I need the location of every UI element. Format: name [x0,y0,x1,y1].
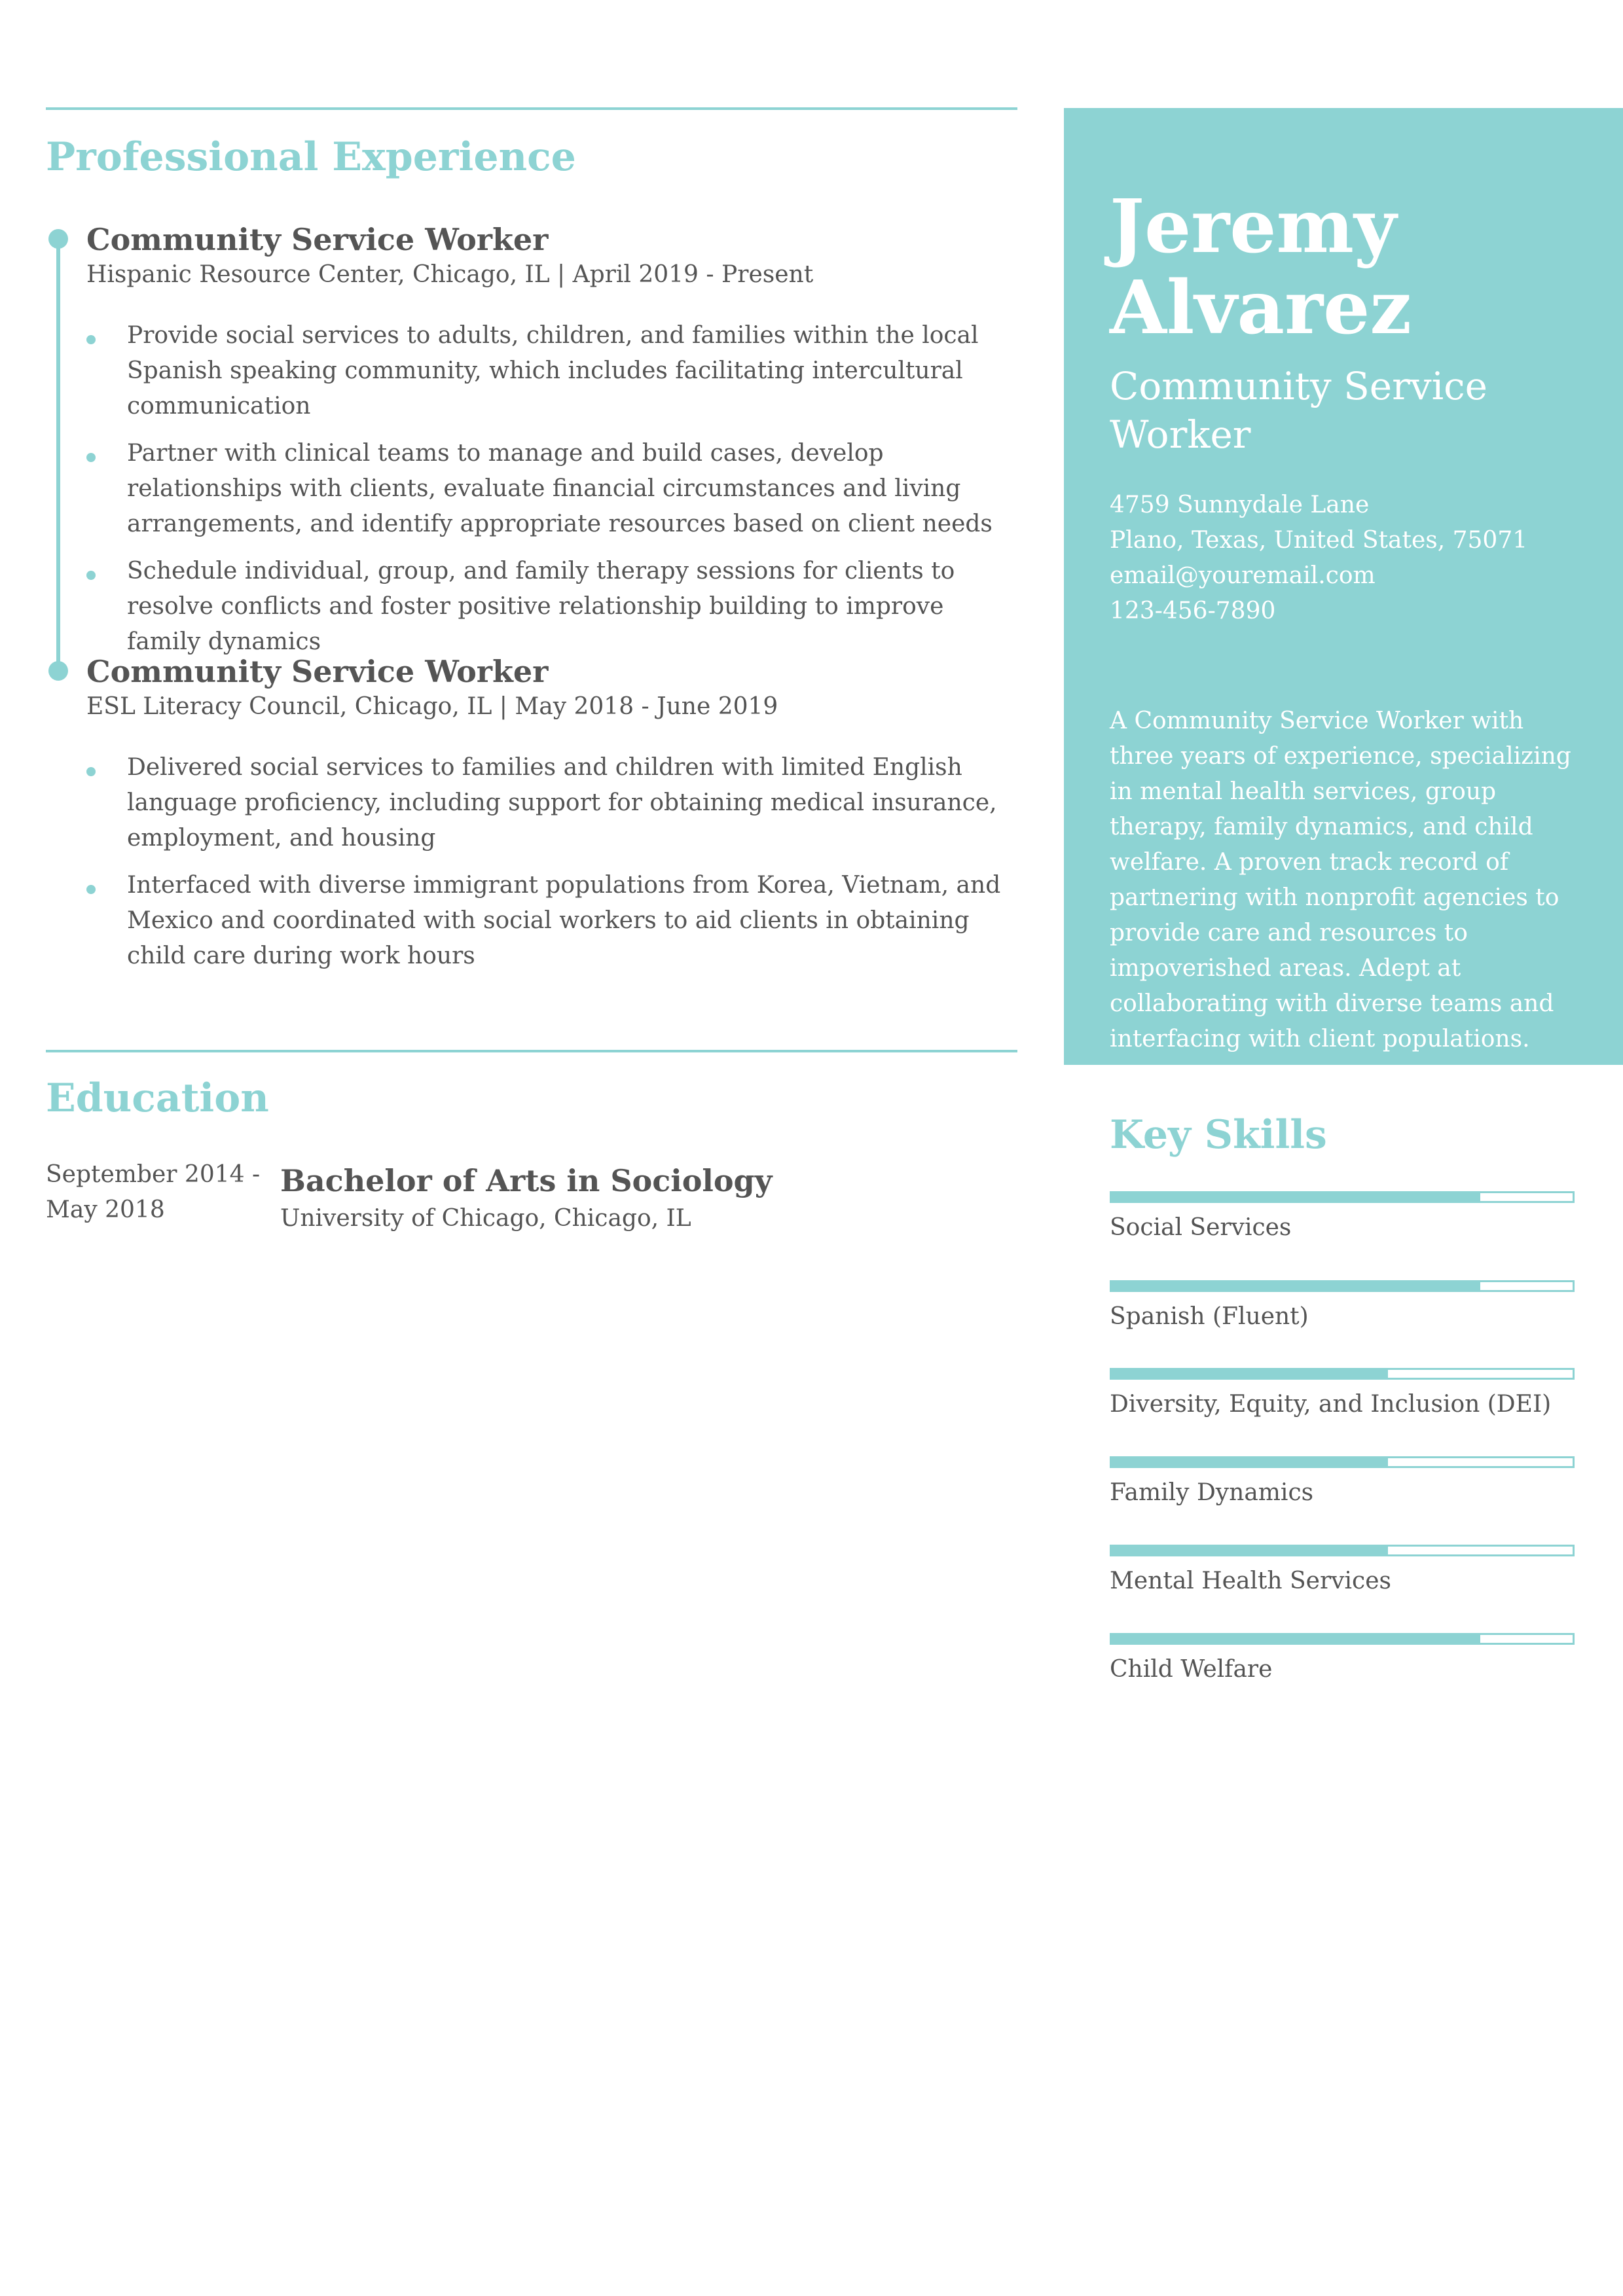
candidate-name [1110,184,1412,351]
skill-item [1110,1633,1575,1687]
skill-level-fill [1112,1193,1480,1201]
email[interactable]: email@youremail.com [1110,562,1376,589]
skill-level-fill [1112,1282,1480,1290]
job-bullet [86,436,1023,542]
skill-level-fill [1112,1370,1388,1378]
skill-level-fill [1112,1635,1480,1643]
experience-heading: Professional Experience [46,134,576,180]
bullet-dot-icon [86,885,96,894]
contact-info [1110,488,1527,629]
timeline-dot [48,661,68,681]
bullet-text: Interfaced with diverse immigrant populations from Korea, Vietnam, and Mexico and coordinated with social workers to aid clients in obtaining child care during work hours [127,872,1001,969]
profile-sidebar [1064,108,1623,1065]
skill-item [1110,1280,1575,1334]
bullet-text: Partner with clinical teams to manage and build cases, develop relationships with clients, evaluate financial circumstances and living arrangements, and identify appropriate resources based on client needs [127,440,993,537]
skill-name: Family Dynamics [1110,1479,1314,1506]
skill-level-bar [1110,1280,1575,1292]
job-bullet [86,318,1023,424]
education-degree: Bachelor of Arts in Sociology [280,1163,773,1198]
skill-name: Mental Health Services [1110,1568,1391,1594]
skill-item [1110,1191,1575,1245]
first-name: Jeremy [1110,184,1397,270]
bullet-text: Provide social services to adults, children, and families within the local Spanish speaking community, which includes facilitating intercultural communication [127,322,979,420]
job-bullet [86,750,1023,856]
timeline-line [56,239,60,671]
last-name: Alvarez [1110,265,1412,351]
skill-level-fill [1112,1458,1388,1466]
education-heading: Education [46,1075,269,1121]
skill-level-bar [1110,1456,1575,1468]
address-line-1: 4759 Sunnydale Lane [1110,492,1370,518]
bullet-text: Schedule individual, group, and family therapy sessions for clients to resolve conflicts and foster positive relationship building to improve family dynamics [127,558,955,655]
skills-heading: Key Skills [1110,1112,1327,1158]
job-meta: ESL Literacy Council, Chicago, IL | May 2018 - June 2019 [86,693,778,720]
job-bullets [86,318,1023,660]
skill-level-fill [1112,1547,1388,1554]
skill-level-bar [1110,1191,1575,1203]
job-meta: Hispanic Resource Center, Chicago, IL | April 2019 - Present [86,261,814,288]
address-line-2: Plano, Texas, United States, 75071 [1110,527,1528,554]
bullet-dot-icon [86,571,96,580]
skill-item [1110,1368,1575,1422]
job-title: Community Service Worker [86,222,549,257]
profile-summary: A Community Service Worker with three years of experience, specializing in mental health services, group therapy, family dynamics, and child welfare. A proven track record of partnering with nonprofit agencies to provide care and resources to impoverished areas. Adept at collaborating with diverse teams and interfacing with client populations. [1110,708,1571,1052]
skill-name: Social Services [1110,1214,1292,1241]
job-bullet [86,868,1023,974]
candidate-role: Community Service Worker [1110,364,1487,457]
skill-name: Spanish (Fluent) [1110,1303,1309,1330]
job-title: Community Service Worker [86,654,549,689]
bullet-text: Delivered social services to families and children with limited English language proficiency, including support for obtaining medical insurance, employment, and housing [127,754,997,852]
education-top-rule [46,1050,1017,1052]
timeline-dot [48,229,68,249]
skill-item [1110,1456,1575,1510]
skill-level-bar [1110,1633,1575,1645]
experience-top-rule [46,107,1017,110]
job-bullet [86,554,1023,660]
job-bullets [86,750,1023,974]
skill-item [1110,1545,1575,1598]
job-entry [86,652,1023,986]
phone[interactable]: 123-456-7890 [1110,598,1276,624]
skill-name: Child Welfare [1110,1656,1273,1683]
skill-level-bar [1110,1545,1575,1556]
skill-name: Diversity, Equity, and Inclusion (DEI) [1110,1391,1552,1418]
skill-level-bar [1110,1368,1575,1380]
education-date: September 2014 - May 2018 [46,1161,261,1223]
education-school: University of Chicago, Chicago, IL [280,1205,691,1232]
job-entry [86,220,1023,672]
bullet-dot-icon [86,767,96,776]
bullet-dot-icon [86,453,96,462]
bullet-dot-icon [86,335,96,344]
